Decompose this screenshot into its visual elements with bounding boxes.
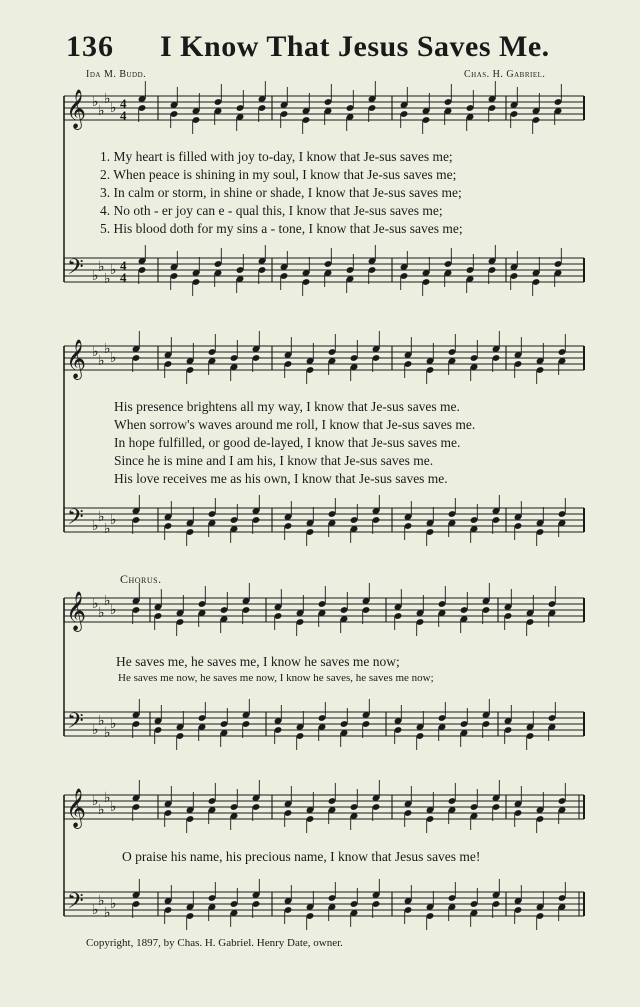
author-credit: Ida M. Budd. [86,69,147,80]
flat-sign-icon: ♭ [110,100,117,116]
verse-line-3: In hope fulfilled, or good de-layed, I know that Je-sus saves me. [114,435,461,450]
bass-clef-icon: 𝄢 [67,709,84,739]
verse-line-1: 1. My heart is filled with joy to-day, I know that Je-sus saves me; [100,149,453,164]
verse-line-4: 4. No oth - er joy can e - qual this, I know that Je-sus saves me; [100,203,443,218]
verse-line-2: When sorrow's waves around me roll, I know that Je-sus saves me. [114,417,476,432]
flat-sign-icon: ♭ [110,512,117,528]
hymn-number: 136 [66,30,114,63]
bass-clef-icon: 𝄢 [67,505,84,535]
verse-line-1: His presence brightens all my way, I know that Je-sus saves me. [114,399,460,414]
flat-sign-icon: ♭ [104,905,111,921]
final-lyric-line: O praise his name, his precious name, I know that Jesus saves me! [122,849,481,864]
flat-sign-icon: ♭ [110,716,117,732]
time-signature: 4 [120,270,127,285]
treble-clef-icon: 𝄞 [66,339,87,379]
flat-sign-icon: ♭ [104,790,111,806]
flat-sign-icon: ♭ [98,893,105,909]
flat-sign-icon: ♭ [104,593,111,609]
bass-clef-icon: 𝄢 [67,889,84,919]
chorus-lyric-line: He saves me, he saves me, I know he saves me now; [116,654,400,669]
time-signature: 4 [120,258,127,273]
flat-sign-icon: ♭ [98,713,105,729]
treble-clef-icon: 𝄞 [66,89,87,129]
flat-sign-icon: ♭ [98,259,105,275]
flat-sign-icon: ♭ [92,344,99,360]
chorus-lyric-line-small: He saves me now, he saves me now, I know he saves, he saves me now; [118,672,434,684]
flat-sign-icon: ♭ [104,341,111,357]
flat-sign-icon: ♭ [110,896,117,912]
flat-sign-icon: ♭ [92,94,99,110]
verse-line-2: 2. When peace is shining in my soul, I know that Je-sus saves me; [100,167,457,182]
flat-sign-icon: ♭ [104,521,111,537]
flat-sign-icon: ♭ [92,518,99,534]
verse-line-5: 5. His blood doth for my sins a - tone, I know that Je-sus saves me; [100,221,463,236]
flat-sign-icon: ♭ [104,91,111,107]
flat-sign-icon: ♭ [110,602,117,618]
flat-sign-icon: ♭ [104,725,111,741]
flat-sign-icon: ♭ [104,271,111,287]
flat-sign-icon: ♭ [110,262,117,278]
hymn-title: I Know That Jesus Saves Me. [160,30,550,63]
verse-line-4: Since he is mine and I am his, I know that Je-sus saves me. [114,453,434,468]
chorus-label: Chorus. [120,572,162,586]
verse-line-3: 3. In calm or storm, in shine or shade, I know that Je-sus saves me; [100,185,462,200]
flat-sign-icon: ♭ [92,722,99,738]
treble-clef-icon: 𝄞 [66,788,87,828]
flat-sign-icon: ♭ [110,799,117,815]
copyright-notice: Copyright, 1897, by Chas. H. Gabriel. Henry Date, owner. [86,937,343,949]
flat-sign-icon: ♭ [98,353,105,369]
time-signature: 4 [120,108,127,123]
composer-credit: Chas. H. Gabriel. [464,69,546,80]
flat-sign-icon: ♭ [110,350,117,366]
flat-sign-icon: ♭ [92,596,99,612]
flat-sign-icon: ♭ [92,902,99,918]
flat-sign-icon: ♭ [98,802,105,818]
bass-clef-icon: 𝄢 [67,255,84,285]
flat-sign-icon: ♭ [92,793,99,809]
treble-clef-icon: 𝄞 [66,591,87,631]
verse-line-5: His love receives me as his own, I know that Je-sus saves me. [114,471,448,486]
flat-sign-icon: ♭ [98,605,105,621]
flat-sign-icon: ♭ [98,509,105,525]
flat-sign-icon: ♭ [92,268,99,284]
flat-sign-icon: ♭ [98,103,105,119]
time-signature: 4 [120,96,127,111]
